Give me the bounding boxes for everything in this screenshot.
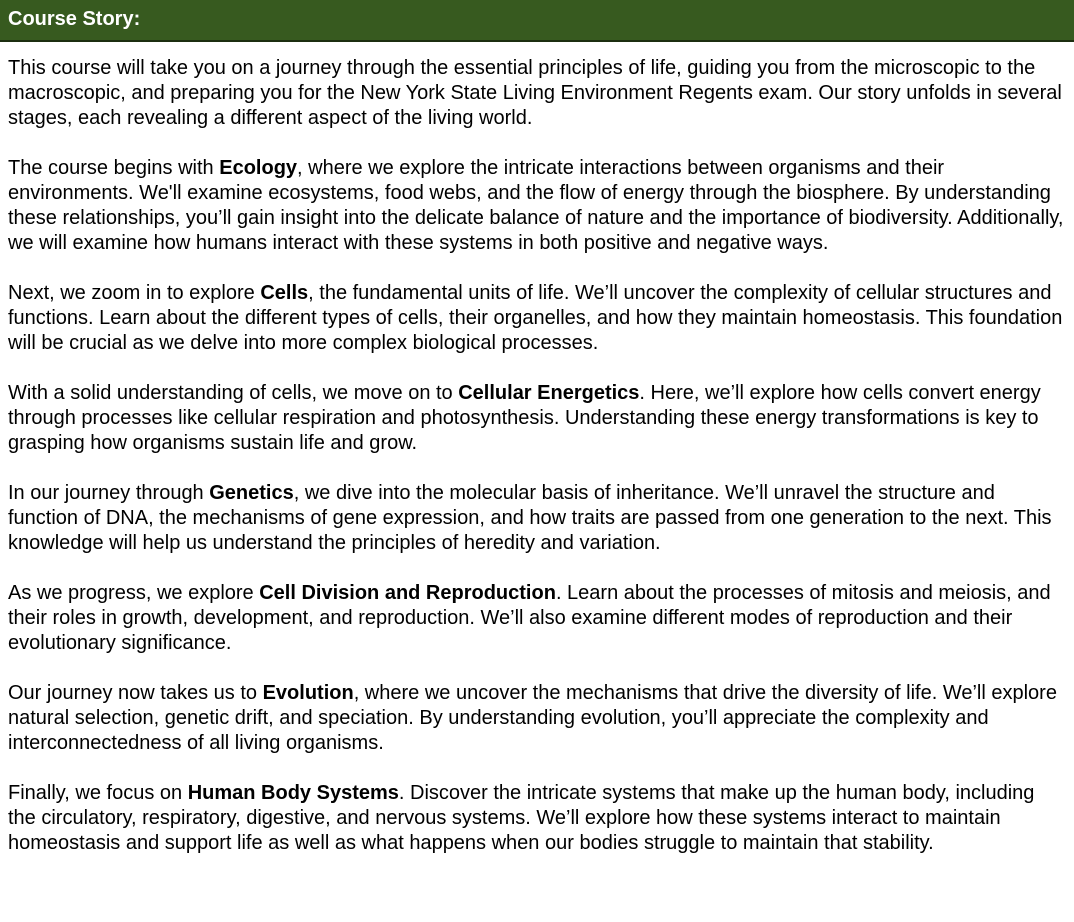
paragraph-text-rest: , where we uncover the mechanisms that drive the diversity of life. We’ll explore natural selection, genetic drift, and speciation. By understanding evolution, you’ll appreciate the complexity and interconnectedness of all living organisms. (8, 682, 1057, 754)
topic-cell-division-and-reproduction: Cell Division and Reproduction (259, 582, 556, 604)
paragraph-text-rest: , we dive into the molecular basis of inheritance. We’ll unravel the structure and function of DNA, the mechanisms of gene expression, and how traits are passed from one generation to the next. This knowledge will help us understand the principles of heredity and variation. (8, 482, 1052, 554)
section-title: Course Story: (8, 8, 141, 30)
topic-ecology: Ecology (219, 157, 298, 179)
cellular-energetics-paragraph (8, 381, 1066, 456)
paragraph-text-rest: . Learn about the processes of mitosis and meiosis, and their roles in growth, development, and reproduction. We’ll also examine different modes of reproduction and their evolutionary significance. (8, 582, 1051, 654)
course-story-header (0, 0, 1074, 42)
paragraph-text-rest: . Here, we’ll explore how cells convert energy through processes like cellular respiration and photosynthesis. Understanding these energy transformations is key to grasping how organisms sustain life and grow. (8, 382, 1041, 454)
evolution-paragraph (8, 681, 1066, 756)
topic-human-body-systems: Human Body Systems (187, 782, 399, 804)
cell-division-paragraph (8, 581, 1066, 656)
topic-genetics: Genetics (209, 482, 294, 504)
paragraph-text-lead: As we progress, we explore (8, 582, 260, 604)
paragraph-text-lead: With a solid understanding of cells, we move on to (8, 382, 459, 404)
paragraph-text-lead: In our journey through (8, 482, 210, 504)
paragraph-text-lead: The course begins with (8, 157, 220, 179)
course-story-body (0, 56, 1074, 856)
cells-paragraph (8, 281, 1066, 356)
paragraph-text-rest: , where we explore the intricate interactions between organisms and their environments. We'll examine ecosystems, food webs, and the flow of energy through the biosphere. By understanding these relationships, you’ll gain insight into the delicate balance of nature and the importance of biodiversity. Additionally, we will examine how humans interact with these systems in both positive and negative ways. (8, 157, 1064, 254)
topic-cells: Cells (260, 282, 309, 304)
topic-evolution: Evolution (262, 682, 354, 704)
paragraph-text: This course will take you on a journey through the essential principles of life, guiding you from the microscopic to the macroscopic, and preparing you for the New York State Living Environment Regents exam. Our story unfolds in several stages, each revealing a different aspect of the living world. (8, 57, 1062, 129)
genetics-paragraph (8, 481, 1066, 556)
human-body-systems-paragraph (8, 781, 1066, 856)
paragraph-text-lead: Our journey now takes us to (8, 682, 263, 704)
paragraph-text-lead: Next, we zoom in to explore (8, 282, 261, 304)
intro-paragraph (8, 56, 1066, 131)
paragraph-text-lead: Finally, we focus on (8, 782, 188, 804)
paragraph-text-rest: . Discover the intricate systems that make up the human body, including the circulatory, respiratory, digestive, and nervous systems. We’ll explore how these systems interact to maintain homeostasis and support life as well as what happens when our bodies struggle to maintain that stability. (8, 782, 1035, 854)
ecology-paragraph (8, 156, 1066, 256)
topic-cellular-energetics: Cellular Energetics (458, 382, 640, 404)
paragraph-text-rest: , the fundamental units of life. We’ll uncover the complexity of cellular structures and functions. Learn about the different types of cells, their organelles, and how they maintain homeostasis. This foundation will be crucial as we delve into more complex biological processes. (8, 282, 1063, 354)
